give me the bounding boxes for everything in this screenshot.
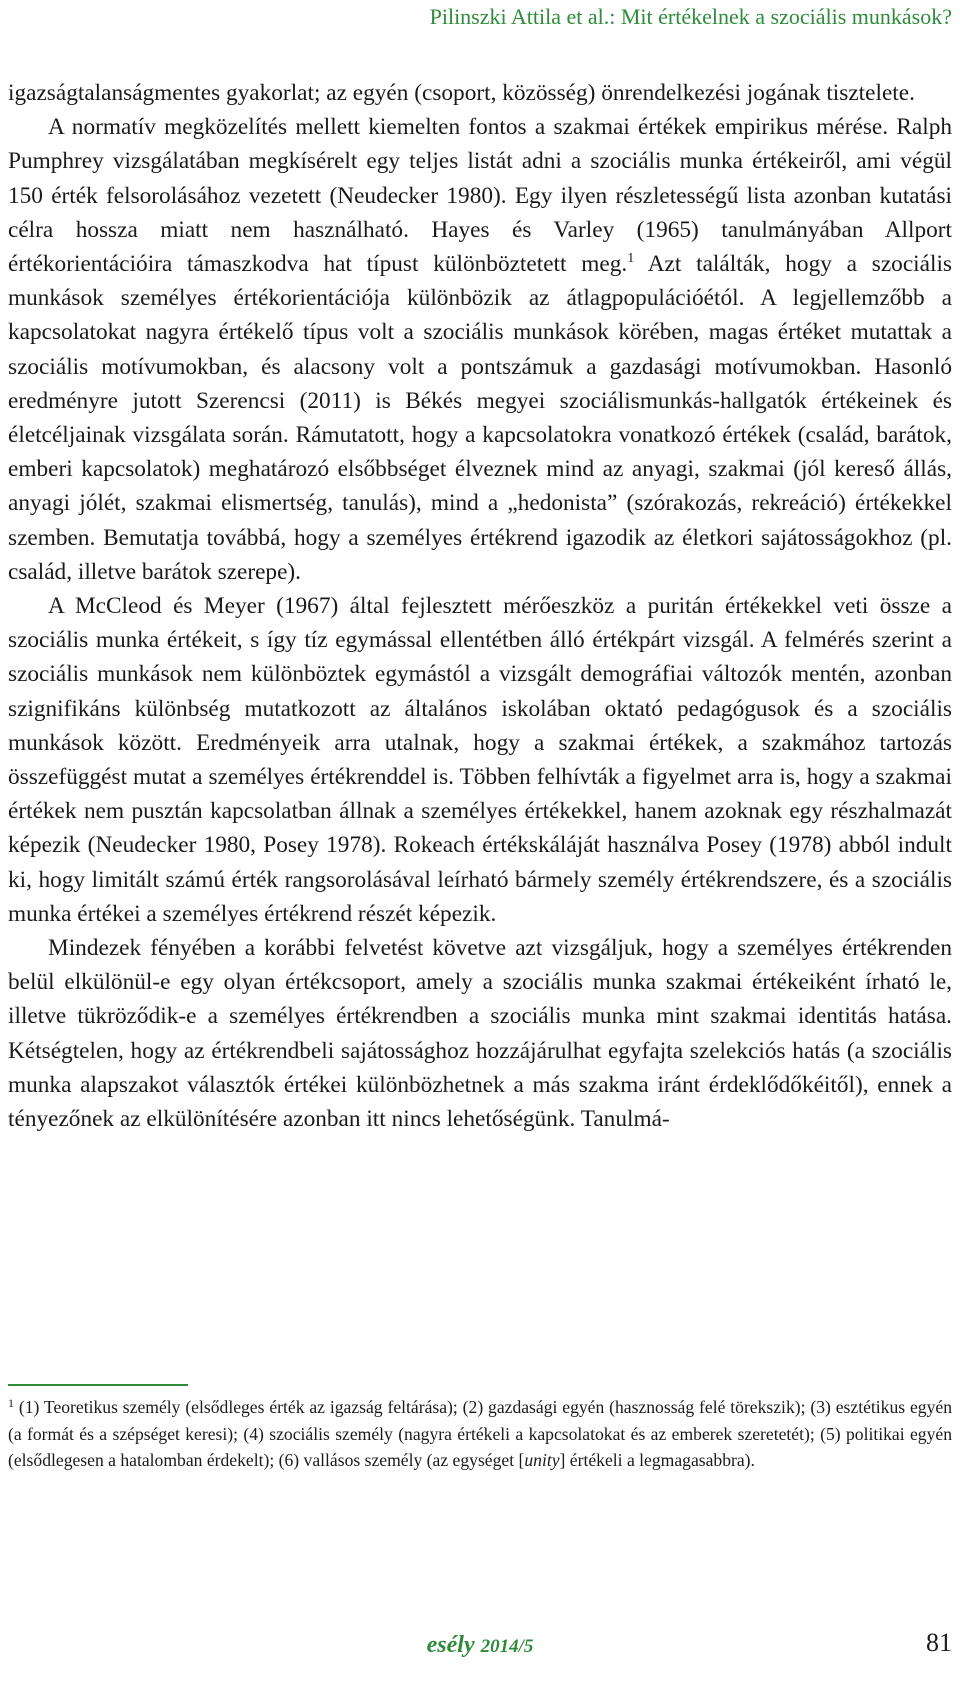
- journal-issue: 2014/5: [480, 1636, 534, 1657]
- paragraph-4: Mindezek fényében a korábbi felvetést követve azt vizsgáljuk, hogy a személyes értékrenden belül elkülönül-e egy olyan értékcsoport, amely a szociális munka szakmai értékeiként írható le, illetve tükröződik-e a személyes értékrendben a szociális munka mint szakmai identitás hatása. Kétségtelen, hogy az értékrendbeli sajátossághoz hozzájárulhat egyfajta szelekciós hatás (a szociális munka alapszakot választók értékei különbözhetnek a más szakma iránt érdeklődőkéitől), ennek a tényezőnek az elkülönítésére azonban itt nincs lehetőségünk. Tanulmá-: [8, 935, 952, 1133]
- running-header: Pilinszki Attila et al.: Mit értékelnek a szociális munkások?: [429, 4, 952, 29]
- footnote-separator: [8, 1384, 188, 1386]
- page-number: 81: [926, 1628, 952, 1657]
- paragraph-2-continuation: Azt találták, hogy a szociális munkások személyes értékorientációja különbözik az átlagpopulációétól. A legjellemzőbb a kapcsolatokat nagyra értékelő típus volt a szociális munkások körében, magas értéket mutattak a szociális motívumokban, és alacsony volt a pontszámuk a gazdasági motívumokban. Hasonló eredményre jutott Szerencsi (2011) is Békés megyei szociálismunkás-hallgatók értékeinek és életcéljainak vizsgálata során. Rámutatott, hogy a kapcsolatokra vonatkozó értékek (család, barátok, emberi kapcsolatok) meghatározó elsőbbséget élveznek mind az anyagi, szakmai (jól kereső állás, anyagi jólét, szakmai elismertség, tanulás), mind a „hedonista” (szórakozás, rekreáció) értékekkel szemben. Bemutatja továbbá, hogy a személyes értékrend igazodik az életkori sajátosságokhoz (pl. család, illetve barátok szerepe).: [8, 251, 952, 585]
- footnote-text-a: (1) Teoretikus személy (elsődleges érték az igazság feltárása); (2) gazdasági egyén (hasznosság felé törekszik); (3) esztétikus egyén (a formát és a szépséget keresi); (4) szociális személy (nagyra értékeli a kapcsolatokat és az emberek szeretetét); (5) politikai egyén (elsődlegesen a hatalomban érdekelt); (6) vallásos személy (az egységet [: [8, 1397, 952, 1471]
- main-text: [8, 76, 952, 1136]
- footnote-text-b: ] értékeli a legmagasabbra).: [559, 1450, 755, 1471]
- footnote: [8, 1394, 952, 1474]
- paragraph-3: A McCleod és Meyer (1967) által fejlesztett mérőeszköz a puritán értékekkel veti össze a szociális munka értékeit, s így tíz egymással ellentétben álló értékpárt vizsgál. A felmérés szerint a szociális munkások nem különböztek egymástól a vizsgált demográfiai változók mentén, azonban szignifikáns különbség mutatkozott az általános iskolában oktató pedagógusok és a szociális munkások között. Eredményeik arra utalnak, hogy a szakmai értékek, a szakmához tartozás összefüggést mutat a személyes értékrenddel is. Többen felhívták a figyelmet arra is, hogy a szakmai értékek nem pusztán kapcsolatban állnak a személyes értékekkel, hanem azoknak egy részhalmazát képezik (Neudecker 1980, Posey 1978). Rokeach értékskáláját használva Posey (1978) abból indult ki, hogy limitált számú érték rangsorolásával leírható bármely személy értékrendszere, és a szociális munka értékei a személyes értékrend részét képezik.: [8, 593, 952, 927]
- footnote-reference[interactable]: 1: [627, 251, 635, 267]
- paragraph-2-text: A normatív megközelítés mellett kiemelten fontos a szakmai értékek empirikus mérése. Ralph Pumphrey vizsgálatában megkísérelt egy teljes listát adni a szociális munka értékeiről, ami végül 150 érték felsorolásához vezetett (Neudecker 1980). Egy ilyen részletességű lista azonban kutatási célra hossza miatt nem használható. Hayes és Varley (1965) tanulmányában Allport értékorientációira támaszkodva hat típust különböztetett meg.: [8, 114, 952, 278]
- paragraph-2: [8, 110, 952, 589]
- journal-name: esély: [426, 1632, 475, 1658]
- journal-footer: [0, 1632, 960, 1659]
- footnote-italic-term: unity: [524, 1450, 560, 1471]
- paragraph-1: igazságtalanságmentes gyakorlat; az egyén (csoport, közösség) önrendelkezési jogának tisztelete.: [8, 80, 915, 106]
- footnote-marker: 1: [8, 1396, 14, 1410]
